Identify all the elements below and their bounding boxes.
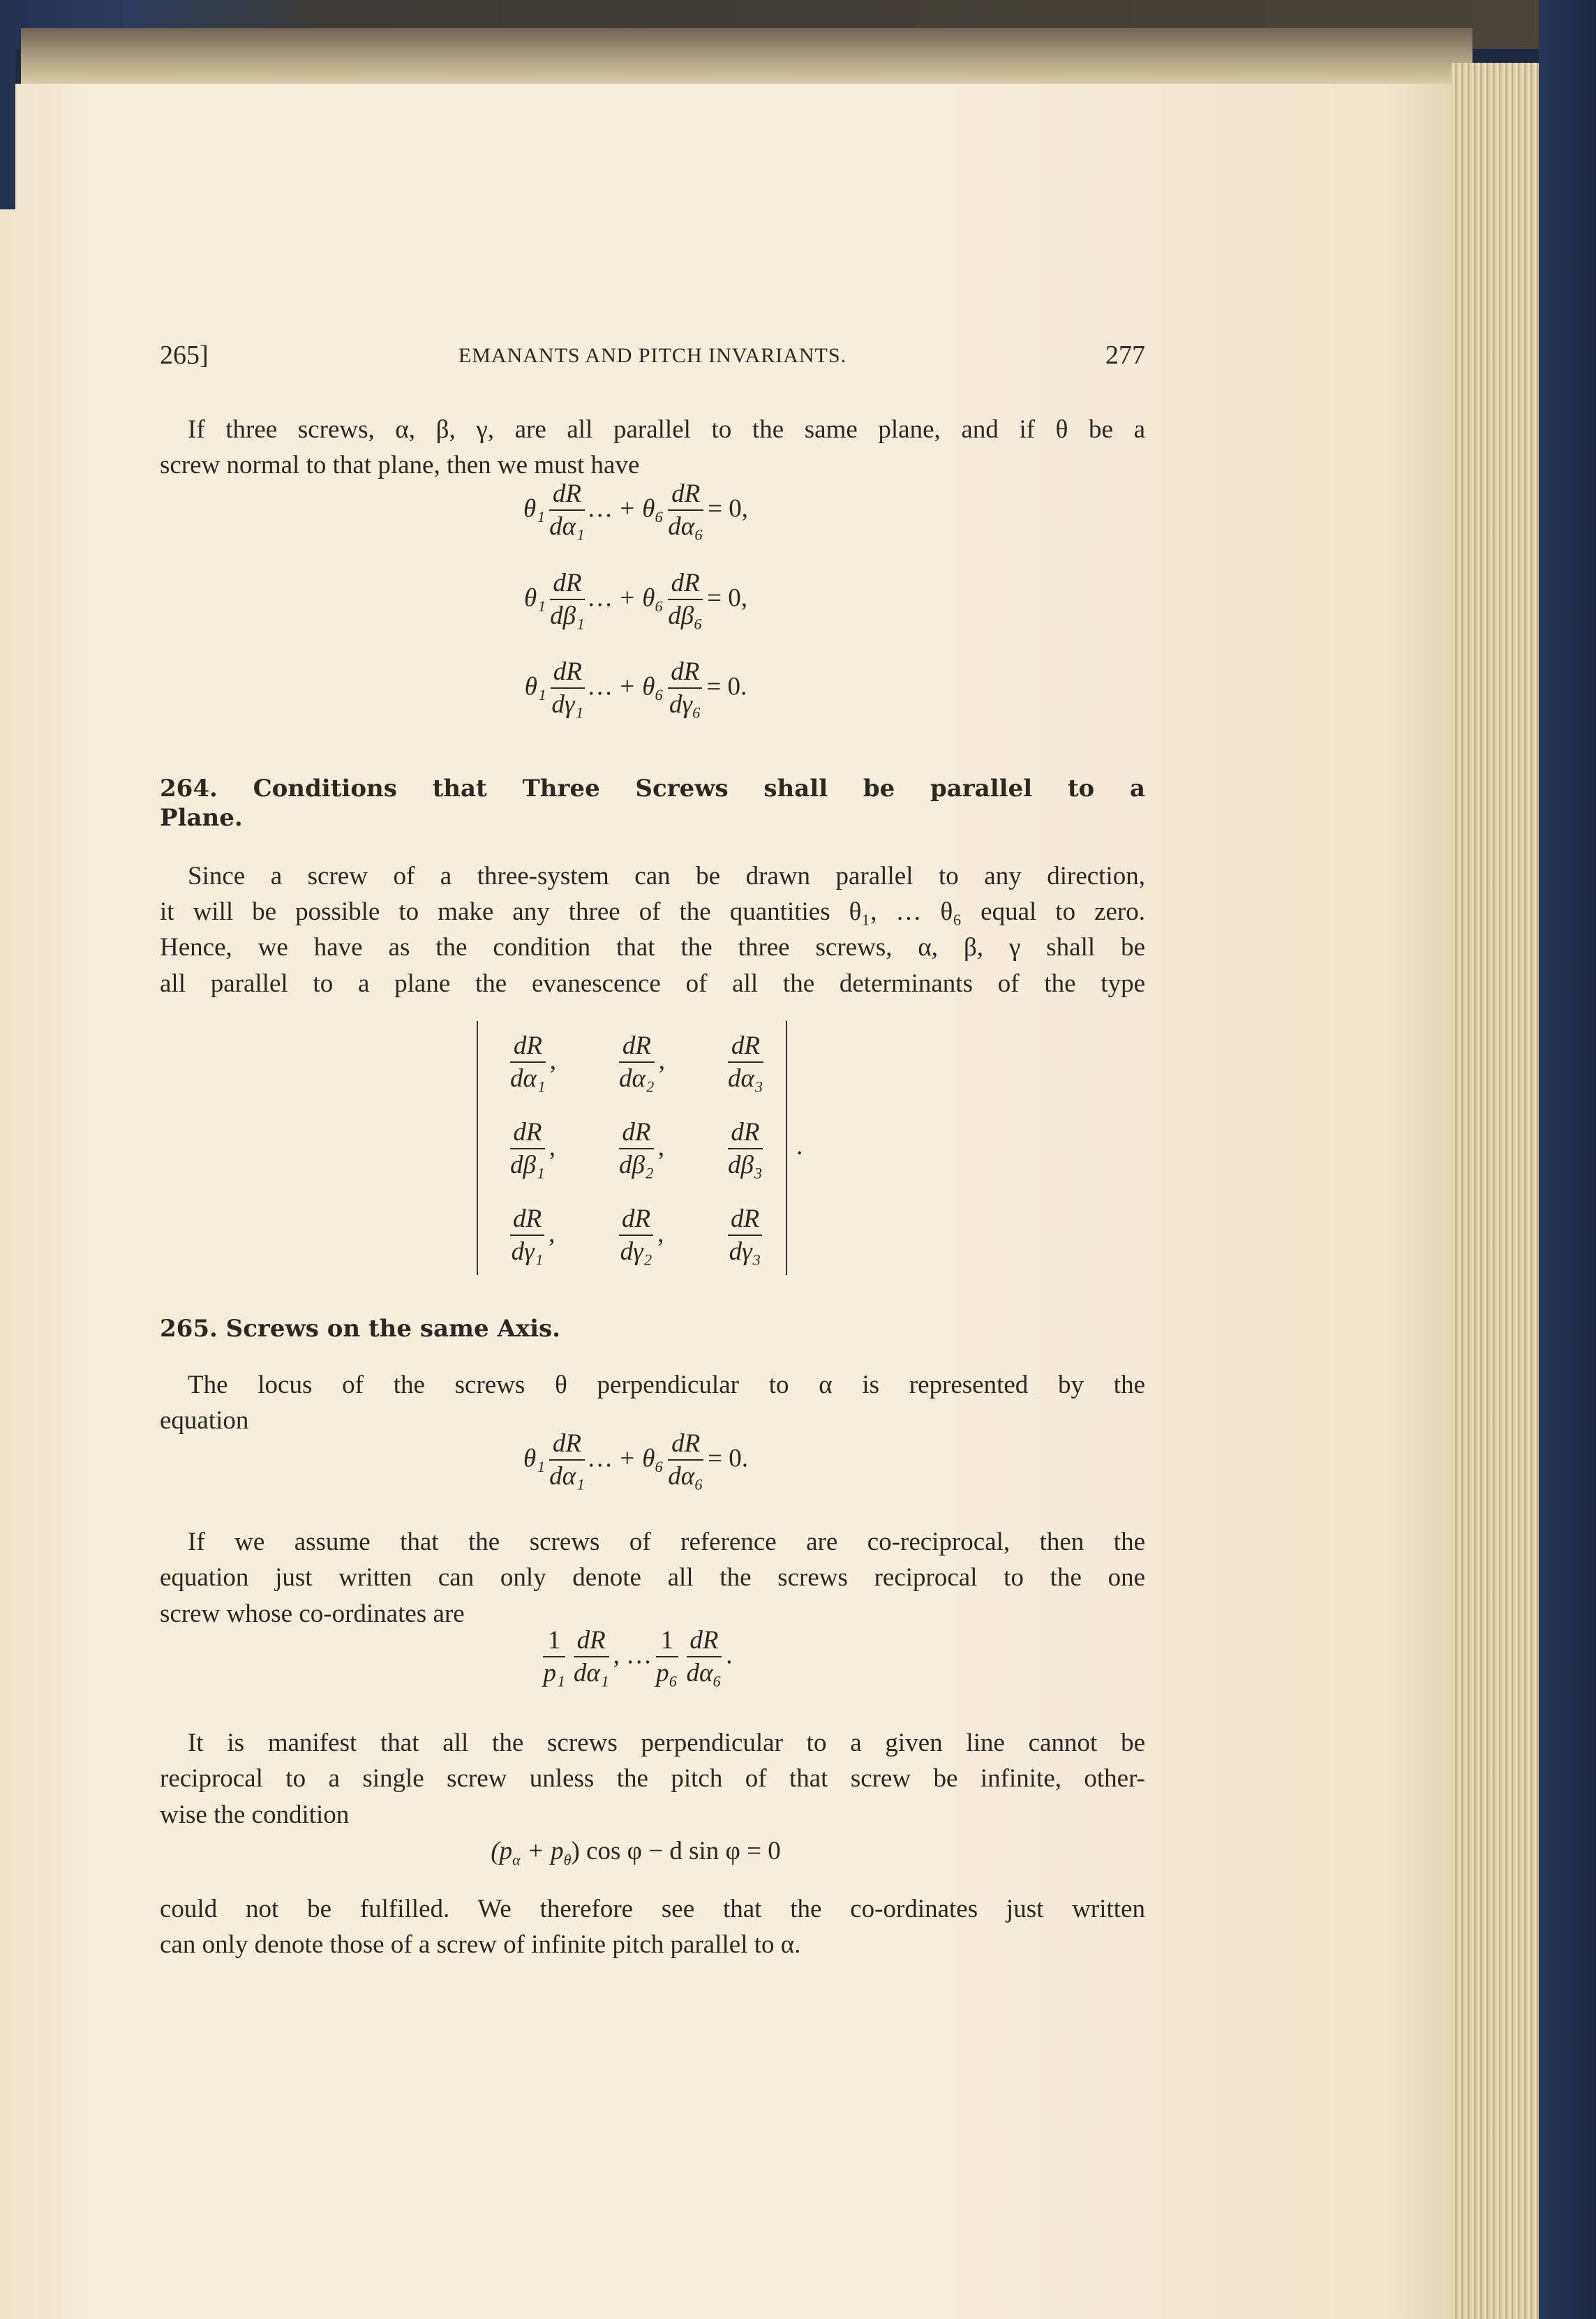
denominator: dβ₆ [668,602,703,630]
fraction [668,1429,703,1493]
fraction [668,568,703,632]
running-title: EMANANTS AND PITCH INVARIANTS. [458,344,847,367]
comma: , [549,1133,556,1162]
coef: … + θ₆ [588,494,664,523]
denominator: p₆ [656,1659,678,1687]
equation-condition [0,1833,1271,1877]
rhs: = 0. [708,1444,748,1473]
denominator: dβ₁ [510,1151,545,1179]
equation-gamma [0,657,1271,721]
para1-line: screw normal to that plane, then we must have [160,451,640,479]
equation-locus [0,1429,1271,1493]
fraction [510,1031,546,1095]
fraction [656,1625,678,1690]
denominator: dα₂ [619,1064,655,1093]
para5-line: It is manifest that all the screws perpendicular to a given line cannot be [188,1729,1145,1757]
para2-line: Hence, we have as the condition that the three screws, α, β, γ shall be [160,933,1145,962]
det-cell [506,1117,555,1181]
numerator: dR [549,479,585,511]
fraction [543,1625,565,1690]
denominator: dγ₆ [669,690,701,719]
coef: θ₁ [523,1444,546,1473]
para1-line: If three screws, α, β, γ, are all parallel to the same plane, and if θ be a [188,415,1145,444]
numerator: dR [551,657,585,689]
denominator: dα₆ [668,1462,704,1491]
section-title: Conditions that Three Screws shall be parallel to a [253,775,1145,803]
para2-line: it will be possible to make any three of the quantities θ₁, … θ₆ equal to zero. [160,897,1145,926]
equation-alpha [0,479,1271,543]
denominator: dγ₃ [729,1237,761,1266]
comma: , [657,1133,665,1162]
rhs: = 0. [706,672,747,701]
section-marker: 265] [160,341,209,370]
page-top-edge [21,28,1472,91]
eq-part: (p [491,1837,513,1865]
section-title: Screws on the same Axis. [225,1315,560,1343]
fraction [619,1031,655,1095]
denominator: dα₆ [668,512,704,541]
numerator: dR [668,568,703,600]
det-cell [506,1031,556,1095]
numerator: dR [619,1031,655,1063]
numerator: dR [619,1117,654,1149]
rhs: = 0, [708,494,748,523]
book-cover-left [0,0,15,209]
fraction [510,1204,544,1268]
comma: , [657,1219,664,1248]
numerator: dR [510,1031,546,1063]
denominator: p₁ [543,1659,565,1687]
det-cell [615,1031,665,1095]
para3-line: equation [160,1406,249,1435]
numerator: dR [574,1625,609,1657]
fraction [687,1625,722,1690]
fraction [550,568,585,632]
separator: , … [613,1641,652,1670]
comma: , [549,1046,557,1075]
fraction [728,1117,763,1181]
numerator: dR [510,1117,545,1149]
para5-line: wise the condition [160,1800,350,1829]
fraction [728,1204,762,1268]
numerator: dR [619,1204,653,1236]
denominator: dγ₂ [620,1237,652,1266]
section-number: 264. [160,775,218,803]
comma: , [549,1219,555,1248]
rhs: = 0, [707,583,747,613]
numerator: dR [728,1117,763,1149]
fraction [619,1117,654,1181]
numerator: dR [668,479,703,511]
numerator: dR [687,1625,722,1657]
det-cell [615,1204,664,1268]
numerator: dR [728,1204,762,1236]
numerator: 1 [543,1625,565,1657]
page-stack-edge [1452,63,1542,2319]
numerator: 1 [656,1625,678,1657]
denominator: dβ₂ [619,1151,654,1179]
fraction [510,1117,545,1181]
det-cell [724,1117,767,1181]
coef: θ₁ [523,494,546,523]
coef: θ₁ [524,583,546,613]
numerator: dR [510,1204,544,1236]
fraction [668,657,702,721]
det-cell [724,1204,766,1268]
equation-beta [0,568,1271,632]
denominator: dγ₁ [511,1237,544,1266]
determinant [477,1021,803,1275]
subscript: α [512,1851,521,1869]
det-cell [506,1204,555,1268]
coef: … + θ₆ [588,583,664,613]
denominator: dα₆ [686,1659,722,1687]
section-number: 265. [160,1315,218,1343]
para2-line: Since a screw of a three-system can be drawn parallel to any direction, [188,862,1145,890]
fraction [668,479,703,543]
period: . [726,1641,733,1670]
fraction [549,1429,585,1493]
fraction [728,1031,763,1095]
screw-coordinates [0,1625,1271,1690]
numerator: dR [668,1429,703,1461]
numerator: dR [549,1429,585,1461]
fraction [551,657,585,721]
book-cover-right [1539,0,1596,2319]
det-cell [724,1031,768,1095]
running-header [160,338,1145,373]
eq-part: + p [520,1837,564,1865]
denominator: dγ₁ [551,690,584,719]
coef: … + θ₆ [588,1444,664,1473]
denominator: dα₃ [728,1064,763,1093]
coef: … + θ₆ [588,672,664,701]
denominator: dα₁ [573,1659,609,1687]
denominator: dβ₃ [728,1151,763,1179]
para5-line: reciprocal to a single screw unless the pitch of that screw be infinite, other- [160,1764,1145,1793]
denominator: dβ₁ [550,602,585,630]
page-number: 277 [1105,341,1145,370]
numerator: dR [550,568,585,600]
section-264-heading [160,773,1145,804]
subscript: θ [563,1851,572,1869]
fraction [574,1625,609,1690]
numerator: dR [728,1031,763,1063]
para4-line: If we assume that the screws of reference are co-reciprocal, then the [188,1528,1145,1556]
section-265-heading [160,1313,1145,1344]
det-period: . [796,1132,803,1161]
para2-line: all parallel to a plane the evanescence of all the determinants of the type [160,969,1145,998]
denominator: dα₁ [549,512,585,541]
comma: , [658,1046,666,1075]
para3-line: The locus of the screws θ perpendicular to α is represented by the [188,1371,1145,1399]
eq-part: ) cos φ − d sin φ = 0 [571,1837,781,1865]
coef: θ₁ [524,672,546,701]
para6-line: could not be fulfilled. We therefore see that the co-ordinates just written [160,1895,1145,1923]
para4-line: screw whose co-ordinates are [160,1600,465,1628]
numerator: dR [668,657,702,689]
denominator: dα₁ [510,1064,546,1093]
section-264-heading-cont: Plane. [160,804,243,832]
para6-line: can only denote those of a screw of infinite pitch parallel to α. [160,1930,801,1959]
denominator: dα₁ [549,1462,585,1491]
para4-line: equation just written can only denote all the screws reciprocal to the one [160,1563,1145,1592]
fraction [549,479,585,543]
fraction [619,1204,653,1268]
det-cell [615,1117,664,1181]
